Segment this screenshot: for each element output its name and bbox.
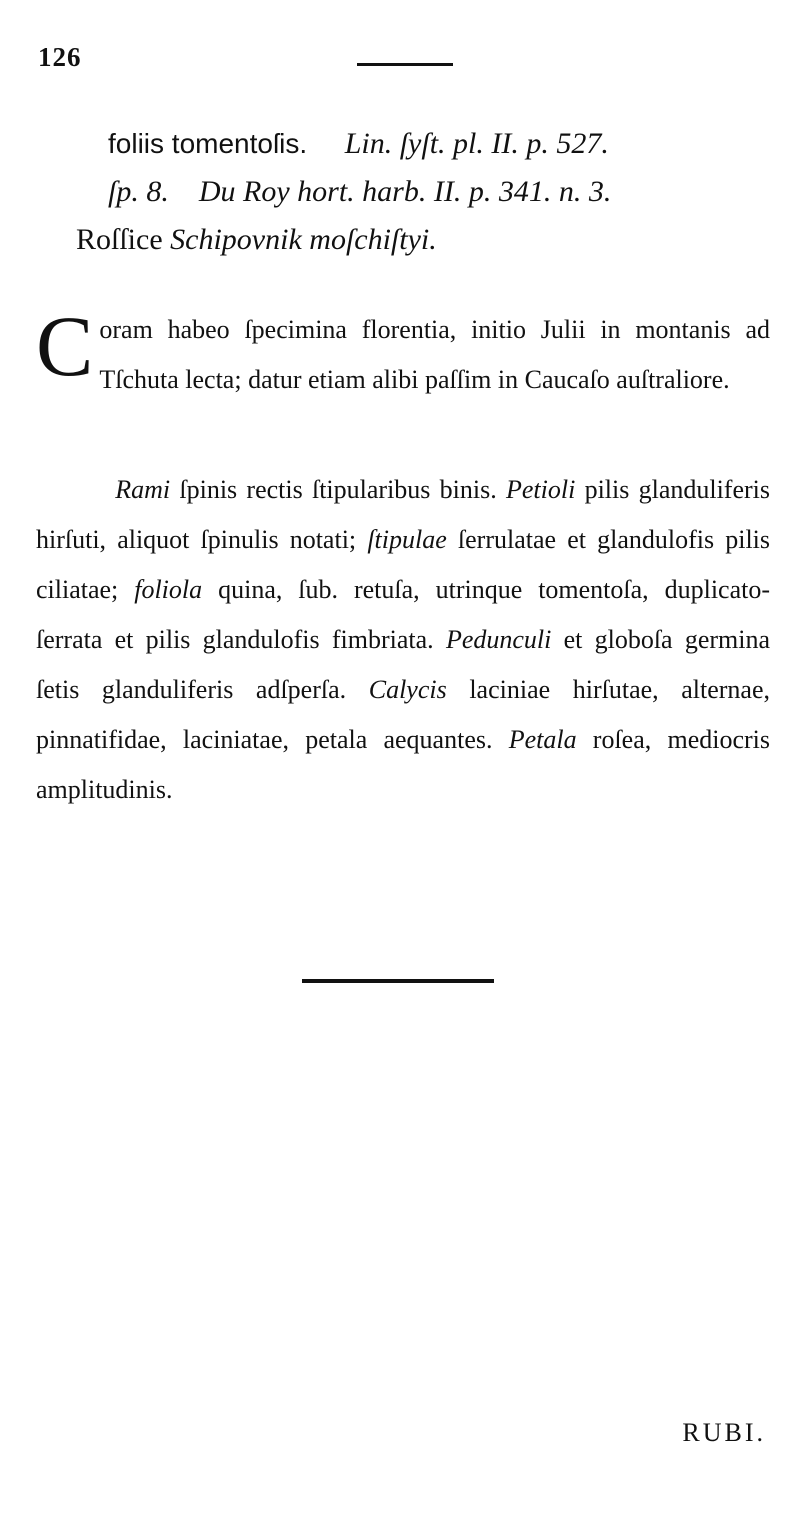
term-petioli: Petioli	[505, 475, 576, 504]
paragraph-habitat-text: oram habeo ſpecimina florentia, initio Julii in montanis ad Tſchuta lecta; datur etiam alibi paſſim in Caucaſo auſtraliore.	[99, 315, 770, 394]
term-foliola: foliola	[134, 575, 203, 604]
citation-text: foliis tomentoſis.	[108, 128, 308, 159]
citation-reference: Lin. ſyſt. pl. II. p. 527.	[344, 127, 609, 160]
term-stipulae: ſtipulae	[367, 525, 447, 554]
citation-line-2	[108, 168, 788, 216]
calycis-description: laciniae hirſutae, alternae, pinnatifidae, laciniatae, petala aequantes.	[36, 675, 771, 754]
term-rami: Rami	[115, 475, 171, 504]
term-pedunculi: Pedunculi	[445, 625, 552, 654]
page-number: 126	[38, 42, 82, 72]
russian-name: Schipovnik moſchiſtyi.	[170, 223, 437, 256]
petioli-description: pilis glanduliferis hirſuti, aliquot ſpinulis notati;	[36, 475, 771, 554]
du-roy-reference: Du Roy hort. harb. II. p. 341. n. 3.	[198, 175, 612, 208]
paragraph-habitat	[36, 298, 770, 405]
term-petala: Petala	[508, 725, 577, 754]
header-rule	[357, 63, 453, 66]
catchword: RUBI.	[682, 1418, 766, 1447]
russian-label: Roſſice	[76, 223, 163, 256]
drop-cap: C	[36, 298, 94, 394]
paragraph-description	[36, 465, 770, 815]
foliola-description: quina, ſub. retuſa, utrinque tomentoſa, duplicato-ſerrata et pilis glandulofis fimbriata.	[36, 575, 771, 654]
citation-block	[76, 120, 788, 264]
citation-line-1	[108, 120, 788, 168]
pedunculi-description: et globoſa germina ſetis glanduliferis adſperſa.	[36, 625, 771, 704]
stipulae-description: ſerrulatae et glandulofis pilis ciliatae;	[36, 525, 771, 604]
species-reference: ſp. 8.	[108, 175, 169, 208]
citation-line-3	[76, 216, 788, 264]
term-calycis: Calycis	[368, 675, 447, 704]
rami-description: ſpinis rectis ſtipularibus binis.	[179, 475, 497, 504]
section-end-rule	[302, 979, 494, 983]
petala-description: roſea, mediocris amplitudinis.	[36, 725, 770, 804]
